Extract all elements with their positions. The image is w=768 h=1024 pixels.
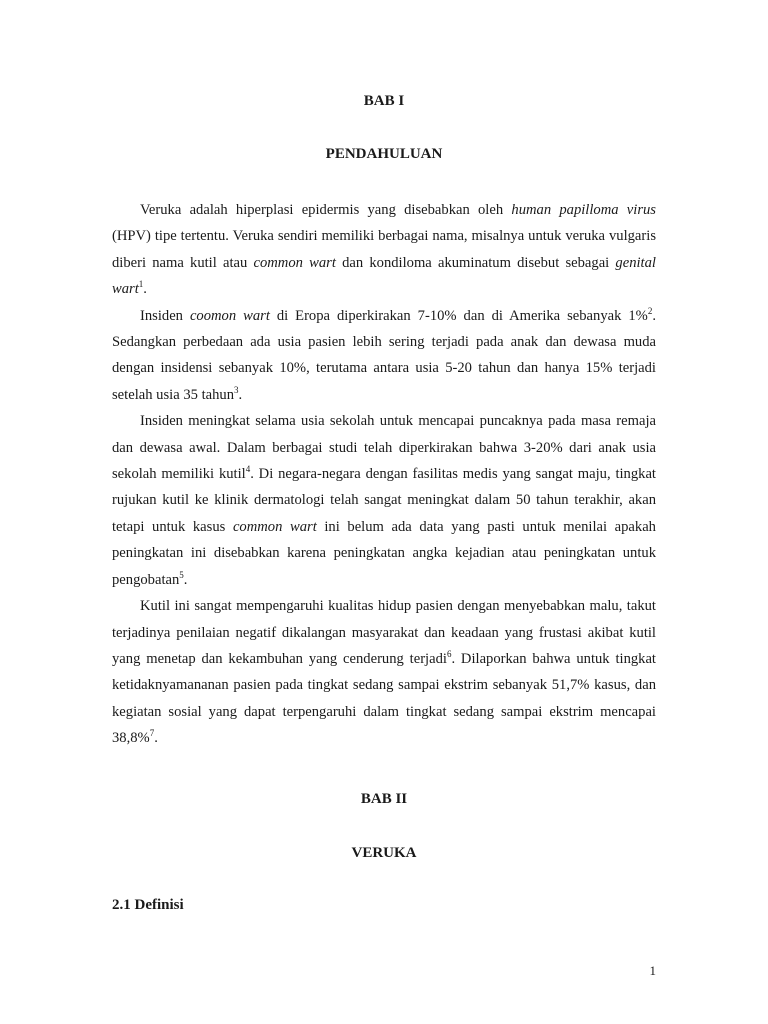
paragraph-1: Veruka adalah hiperplasi epidermis yang disebabkan oleh human papilloma virus (HPV) tipe tertentu. Veruka sendiri memiliki berbagai nama, misalnya untuk veruka vulgaris diberi nama kutil atau common wart dan kondiloma akuminatum disebut sebagai genital wart$^1$.	[112, 202, 656, 298]
paragraph-4: Kutil ini sangat mempengaruhi kualitas hidup pasien dengan menyebabkan malu, takut terjadinya penilaian negatif dikalangan masyarakat dan keadaan yang frustasi akibat kutil yang menetap dan kekambuhan yang cenderung terjadi$^6$. Dilaporkan bahwa untuk tingkat ketidaknyamananan pasien pada tingkat sedang sampai ekstrim sebanyak 51,7% kasus, dan kegiatan sosial yang dapat terpengaruhi dalam tingkat sedang sampai ekstrim mencapai 38,8%$^7$.	[112, 598, 656, 747]
chapter-2-label: BAB II	[360, 791, 408, 807]
reference-5: 5	[179, 569, 184, 580]
section-2-1-title: 2.1 Definisi	[112, 897, 184, 913]
reference-4: 4	[245, 464, 251, 475]
reference-7: 7	[149, 728, 155, 739]
paragraph-2: Insiden coomon wart di Eropa diperkirakan 7-10% dan di Amerika sebanyak 1%$^2$. Sedangkan perbedaan ada usia pasien lebih sering terjadi pada anak dan dewasa muda dengan insidensi sebanyak 10%, terutama antara usia 5-20 tahun dan hanya 15% terjadi setelah usia 35 tahun$^3$.	[112, 305, 656, 403]
reference-6: 6	[446, 649, 452, 660]
reference-1: 1	[138, 279, 144, 290]
chapter-1-body	[112, 197, 656, 752]
chapter-1-title: PENDAHULUAN	[325, 146, 443, 162]
reference-2: 2	[647, 305, 653, 316]
page-number: 1	[649, 963, 656, 978]
paragraph-3: Insiden meningkat selama usia sekolah untuk mencapai puncaknya pada masa remaja dan dewasa awal. Dalam berbagai studi telah diperkirakan bahwa 3-20% dari anak usia sekolah memiliki kutil$^4$. Di negara-negara dengan fasilitas medis yang sangat maju, tingkat rujukan kutil ke klinik dermatologi telah sangat meningkat dalam 50 tahun terakhir, akan tetapi untuk kasus common wart ini belum ada data yang pasti untuk menilai apakah peningkatan ini disebabkan karena peningkatan angka kejadian atau peningkatan untuk pengobatan$^5$.	[112, 413, 656, 588]
reference-3: 3	[234, 384, 239, 395]
chapter-2-title: VERUKA	[351, 845, 417, 861]
chapter-1-label: BAB I	[363, 93, 405, 109]
